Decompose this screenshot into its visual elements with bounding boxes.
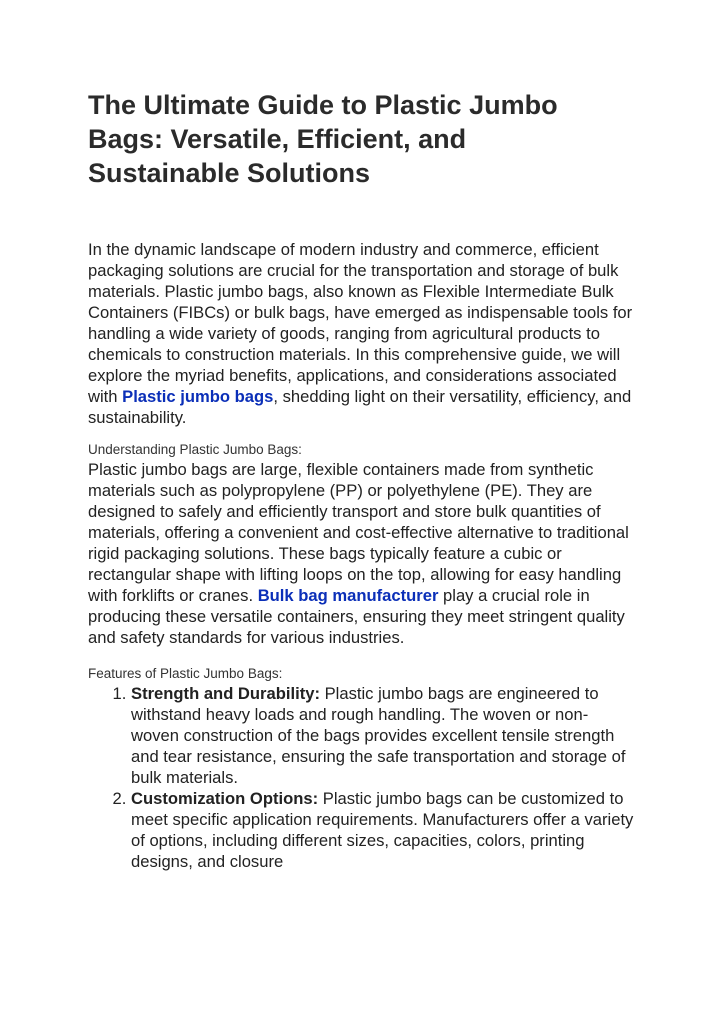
list-item <box>131 683 634 788</box>
feature-text: Plastic jumbo bags are engineered to withstand heavy loads and rough handling. The woven or non-woven construction of the bags provides excellent tensile strength and tear resistance, ensuring the safe transportation and storage of bulk materials. <box>131 684 626 787</box>
understanding-paragraph <box>88 459 634 648</box>
feature-label: Strength and Durability: <box>131 684 320 703</box>
page-title: The Ultimate Guide to Plastic Jumbo Bags: Versatile, Efficient, and Sustainable Solutions <box>88 90 558 188</box>
bulk-bag-manufacturer-link[interactable]: Bulk bag manufacturer <box>257 586 439 605</box>
intro-paragraph <box>88 239 634 428</box>
feature-label: Customization Options: <box>131 789 319 808</box>
list-item <box>131 788 634 872</box>
feature-text: Plastic jumbo bags can be customized to meet specific application requirements. Manufacturers offer a variety of options, including different sizes, capacities, colors, printing designs, and closure <box>131 789 634 871</box>
intro-text-before: In the dynamic landscape of modern industry and commerce, efficient packaging solutions are crucial for the transportation and storage of bulk materials. Plastic jumbo bags, also known as Flexible Intermediate Bulk Containers (FIBCs) or bulk bags, have emerged as indispensable tools for handling a wide variety of goods, ranging from agricultural products to chemicals to construction materials. In this comprehensive guide, we will explore the myriad benefits, applications, and considerations associated with <box>88 240 633 406</box>
plastic-jumbo-bags-link[interactable]: Plastic jumbo bags <box>122 387 274 406</box>
understanding-text-after: play a crucial role in producing these versatile containers, ensuring they meet stringent quality and safety standards for various industries. <box>88 586 625 647</box>
intro-text-after: , shedding light on their versatility, efficiency, and sustainability. <box>88 387 632 427</box>
features-list <box>88 683 634 872</box>
understanding-text-before: Plastic jumbo bags are large, flexible containers made from synthetic materials such as polypropylene (PP) or polyethylene (PE). They are designed to safely and efficiently transport and store bulk quantities of materials, offering a convenient and cost-effective alternative to traditional rigid packaging solutions. These bags typically feature a cubic or rectangular shape with lifting loops on the top, allowing for easy handling with forklifts or cranes. <box>88 460 629 605</box>
understanding-heading: Understanding Plastic Jumbo Bags: <box>88 442 302 457</box>
features-heading: Features of Plastic Jumbo Bags: <box>88 666 283 681</box>
